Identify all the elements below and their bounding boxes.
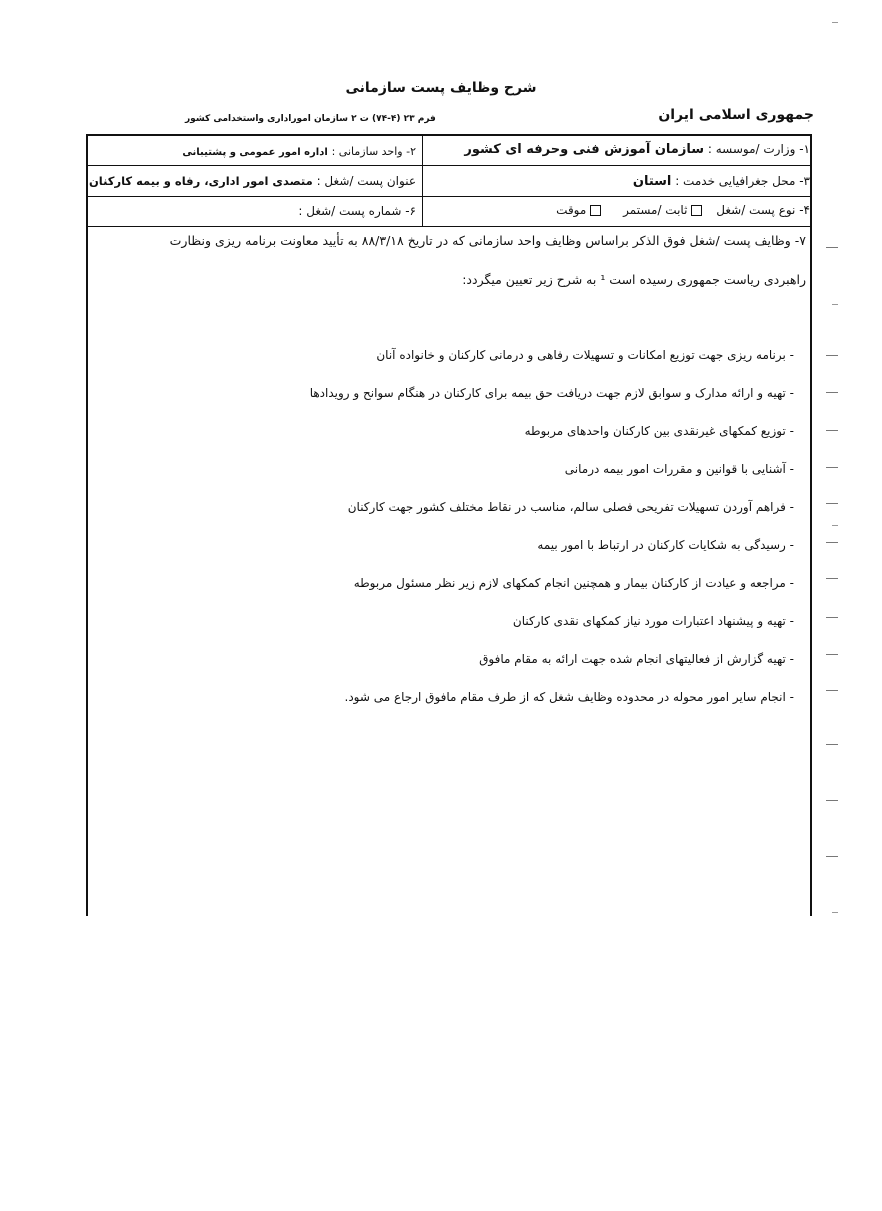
margin-dot — [832, 525, 838, 526]
column-divider — [422, 134, 423, 226]
margin-mark — [826, 430, 838, 431]
margin-mark — [826, 690, 838, 691]
row-divider — [86, 226, 812, 227]
margin-mark — [826, 800, 838, 801]
margin-mark — [826, 578, 838, 579]
job-type-label: ۴- نوع پست /شغل — [716, 203, 810, 217]
margin-mark — [826, 467, 838, 468]
duty-item: - تهیه گزارش از فعالیتهای انجام شده جهت ارائه به مقام مافوق — [479, 652, 794, 666]
permanent-checkbox[interactable] — [691, 205, 702, 216]
unit-field — [182, 144, 416, 158]
duty-item: - تهیه و ارائه مدارک و سوابق لازم جهت دریافت حق بیمه برای کارکنان در هنگام سوانح و رویدادها — [309, 386, 794, 400]
duties-intro-line-2: راهبردی ریاست جمهوری رسیده است ¹ به شرح زیر تعیین میگردد: — [462, 272, 806, 287]
document-title: شرح وظایف پست سازمانی — [345, 80, 537, 96]
margin-mark — [826, 654, 838, 655]
duty-item: - انجام سایر امور محوله در محدوده وظایف شغل که از طرف مقام مافوق ارجاع می شود. — [344, 690, 794, 704]
job-title-label: عنوان پست /شغل : — [316, 174, 416, 188]
row-divider — [86, 196, 812, 197]
margin-mark — [826, 392, 838, 393]
margin-mark — [826, 744, 838, 745]
form-code: فرم ۲۳ (۴-۷۴) ت ۲ سازمان اموراداری واستخدامی کشور — [185, 114, 436, 124]
job-type-permanent[interactable]: ثابت /مستمر — [623, 203, 702, 217]
duty-item: - آشنایی با قوانین و مقررات امور بیمه درمانی — [564, 462, 794, 476]
job-title-field — [89, 174, 416, 188]
job-title-value: متصدی امور اداری، رفاه و بیمه کارکنان — [88, 174, 313, 188]
duty-item: - رسیدگی به شکایات کارکنان در ارتباط با امور بیمه — [537, 538, 794, 552]
job-type-temporary[interactable]: موقت — [556, 203, 601, 217]
margin-mark — [826, 247, 838, 248]
margin-mark — [826, 856, 838, 857]
job-type-field — [538, 203, 810, 217]
duty-item: - فراهم آوردن تسهیلات تفریحی فصلی سالم، مناسب در نقاط مختلف کشور جهت کارکنان — [347, 500, 794, 514]
post-number-field — [298, 204, 416, 218]
ministry-value: سازمان آموزش فنی وحرفه ای کشور — [464, 142, 705, 157]
post-number-label: ۶- شماره پست /شغل : — [298, 204, 416, 218]
location-value: استان — [632, 174, 672, 189]
ministry-field — [464, 142, 810, 157]
margin-mark — [826, 617, 838, 618]
margin-mark — [826, 542, 838, 543]
location-label: ۳- محل جغرافیایی خدمت : — [675, 174, 810, 188]
margin-dot — [832, 304, 838, 305]
unit-value: اداره امور عمومی و پشتیبانی — [182, 147, 328, 158]
row-divider — [86, 165, 812, 166]
duties-list — [234, 346, 794, 726]
duty-item: - تهیه و پیشنهاد اعتبارات مورد نیاز کمکهای نقدی کارکنان — [512, 614, 794, 628]
duty-item: - مراجعه و عیادت از کارکنان بیمار و همچنین انجام کمکهای لازم زیر نظر مسئول مربوطه — [353, 576, 794, 590]
duties-intro-line-1: ۷- وظایف پست /شغل فوق الذکر براساس وظایف واحد سازمانی که در تاریخ ۸۸/۳/۱۸ به تأیید معاونت برنامه ریزی ونظارت — [169, 233, 806, 248]
location-field — [633, 174, 810, 189]
margin-mark — [826, 503, 838, 504]
republic-heading: جمهوری اسلامی ایران — [658, 107, 814, 123]
margin-dot — [832, 22, 838, 23]
margin-mark — [826, 355, 838, 356]
unit-label: ۲- واحد سازمانی : — [331, 145, 416, 158]
temporary-checkbox[interactable] — [590, 205, 601, 216]
duty-item: - توزیع کمکهای غیرنقدی بین کارکنان واحدهای مربوطه — [524, 424, 794, 438]
margin-dot — [832, 912, 838, 913]
ministry-label: ۱- وزارت /موسسه : — [707, 142, 810, 156]
duty-item: - برنامه ریزی جهت توزیع امکانات و تسهیلات رفاهی و درمانی کارکنان و خانواده آنان — [376, 348, 794, 362]
